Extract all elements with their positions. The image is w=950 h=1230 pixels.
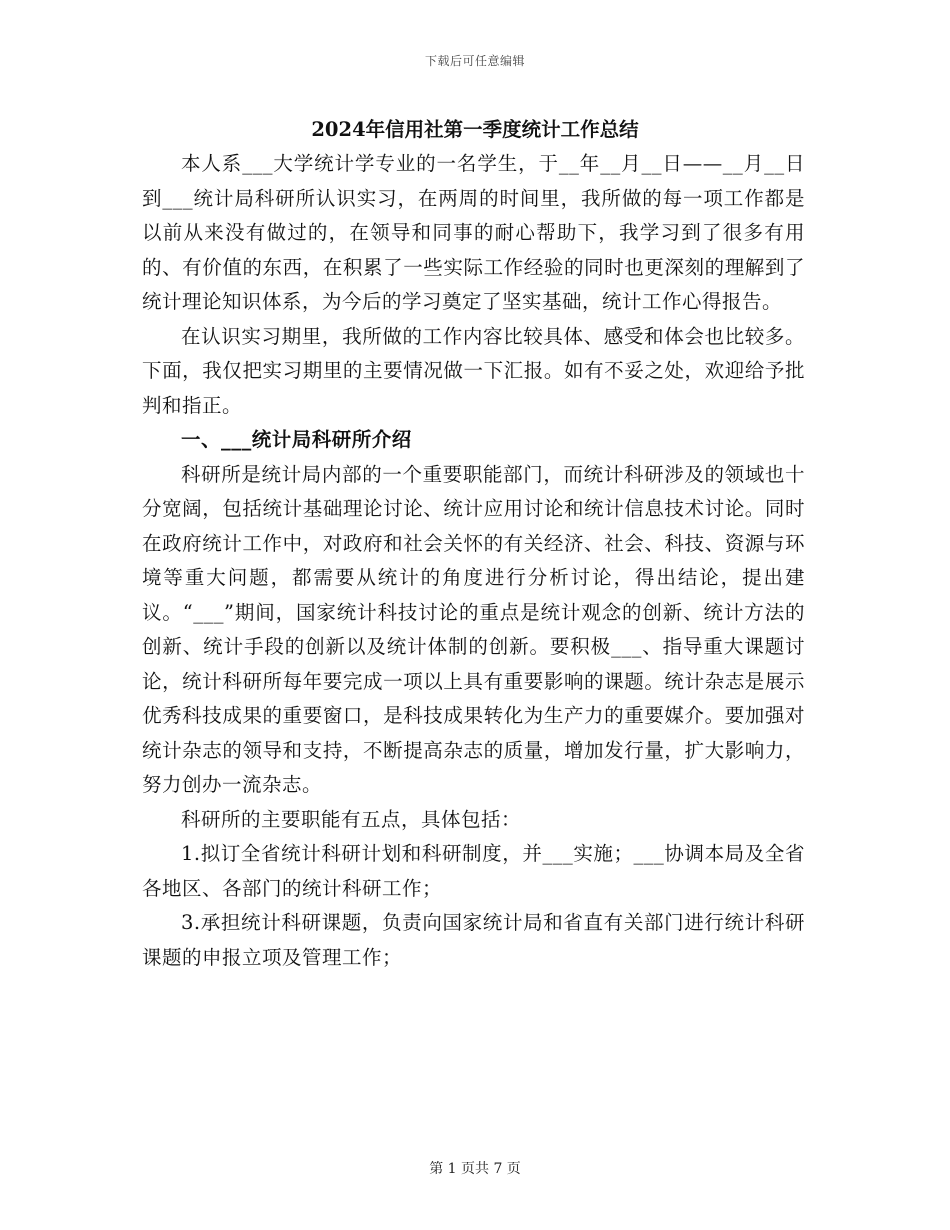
paragraph-intro: 本人系___大学统计学专业的一名学生，于__年__月__日——__月__日到___统计局科研所认识实习，在两周的时间里，我所做的每一项工作都是以前从来没有做过的，在领导和同事的耐心帮助下，我学习到了很多有用的、有价值的东西，在积累了一些实际工作经验的同时也更深刻的理解到了统计理论知识体系，为今后的学习奠定了坚实基础，统计工作心得报告。: [142, 152, 805, 313]
paragraph-functions-lead: 科研所的主要职能有五点，具体包括：: [181, 807, 522, 831]
document-body: [142, 147, 805, 975]
page-header: 下载后可任意编辑: [424, 54, 525, 68]
list-item-function-1: 1.拟订全省统计科研计划和科研制度，并___实施；___协调本局及全省各地区、各部门的统计科研工作；: [142, 842, 805, 900]
document-title: 2024年信用社第一季度统计工作总结: [311, 118, 639, 141]
page-footer: 第 1 页共 7 页: [429, 1161, 521, 1177]
list-item-function-3: 3.承担统计科研课题，负责向国家统计局和省直有关部门进行统计科研课题的申报立项及管理工作；: [142, 911, 805, 969]
paragraph-internship: 在认识实习期里，我所做的工作内容比较具体、感受和体会也比较多。下面，我仅把实习期里的主要情况做一下汇报。如有不妥之处，欢迎给予批判和指正。: [142, 324, 805, 417]
paragraph-institute-intro: 科研所是统计局内部的一个重要职能部门，而统计科研涉及的领域也十分宽阔，包括统计基础理论讨论、统计应用讨论和统计信息技术讨论。同时在政府统计工作中，对政府和社会关怀的有关经济、社会、科技、资源与环境等重大问题，都需要从统计的角度进行分析讨论，得出结论，提出建议。“___”期间，国家统计科技讨论的重点是统计观念的创新、统计方法的创新、统计手段的创新以及统计体制的创新。要积极___、指导重大课题讨论，统计科研所每年要完成一项以上具有重要影响的课题。统计杂志是展示优秀科技成果的重要窗口，是科技成果转化为生产力的重要媒介。要加强对统计杂志的领导和支持，不断提高杂志的质量，增加发行量，扩大影响力，努力创办一流杂志。: [142, 462, 805, 796]
section-heading: 一、___统计局科研所介绍: [181, 428, 412, 451]
